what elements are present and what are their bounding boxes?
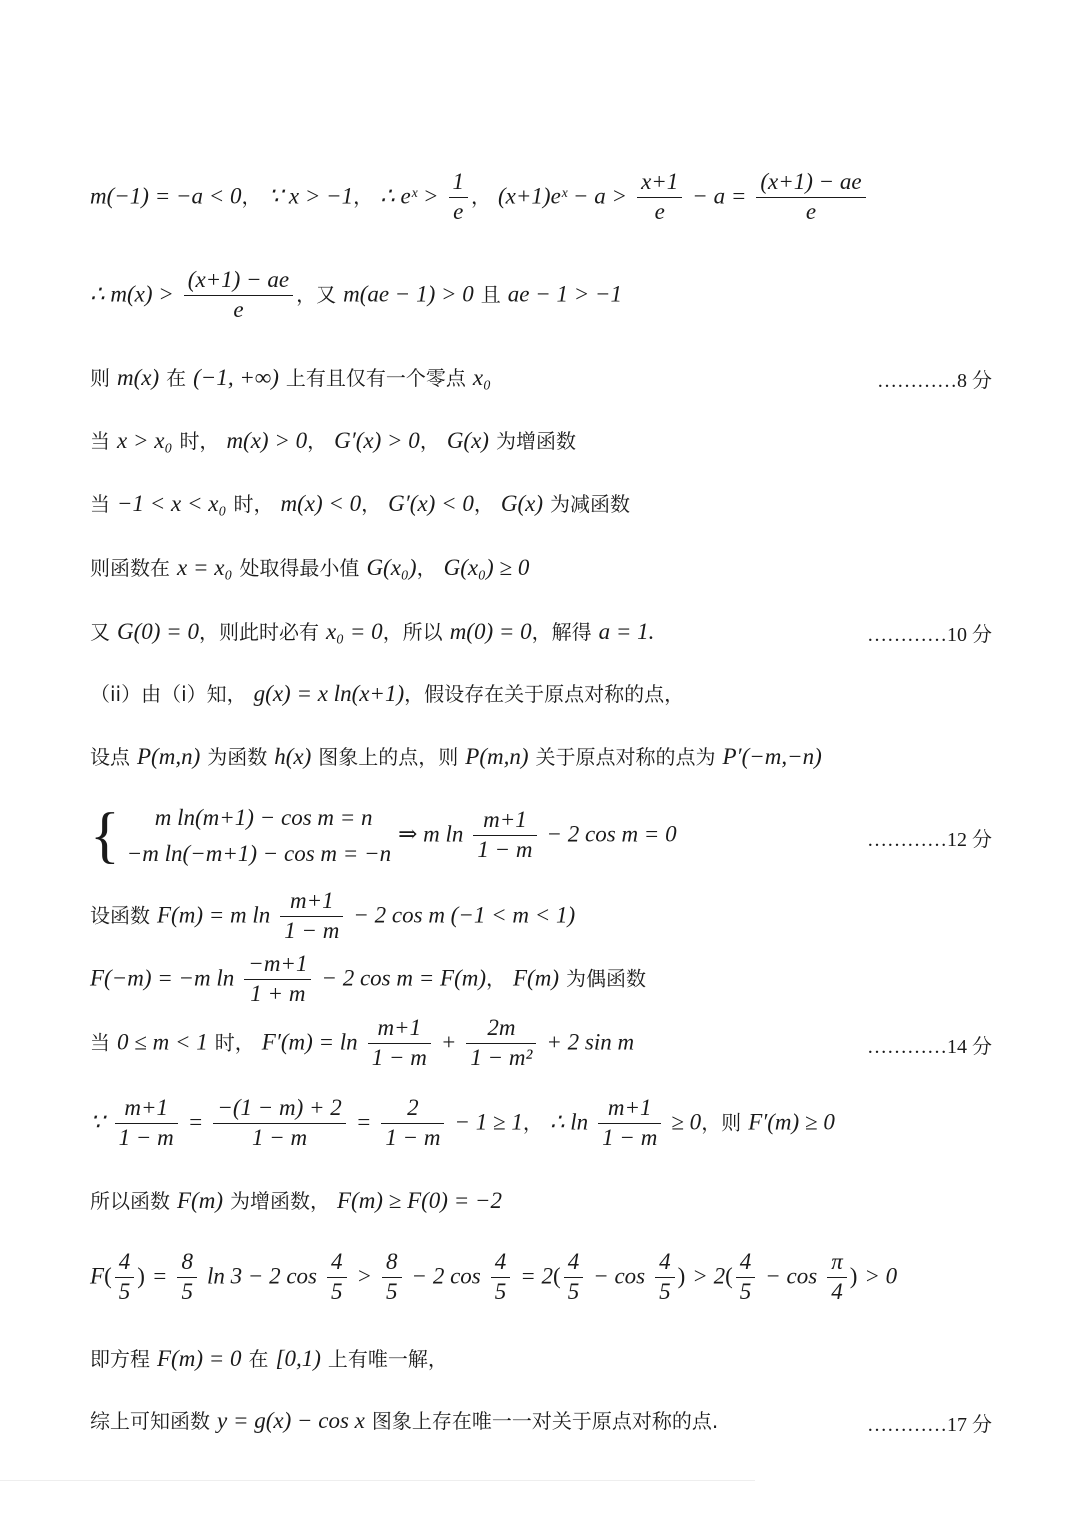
math-expr: − 2 cos (411, 1263, 481, 1289)
math-expr: ∴ eˣ > (380, 183, 439, 209)
fraction: $\frac{(x+1) - ae}{e}$ (184, 266, 293, 325)
solution-line-16: F( $\frac{4}{5}$ ) = $\frac{8}{5}$ ln 3 − 2 cos $\frac{4}{5}$ > $\frac{8}{5}$ − 2 cos $\frac{4}{5}$ = 2( $\frac{4}{5}$ − cos $\frac{4}{5}$ ) > 2( $\frac{4}{5}$ − cos $\frac{\pi}{4}$ ) > 0 (90, 1248, 990, 1307)
bottom-divider (0, 1480, 755, 1481)
fraction: $\frac{4}{5}$ (327, 1248, 347, 1307)
math-expr: > 2 (692, 1263, 726, 1289)
solution-line-3 (90, 362, 990, 391)
math-expr: F′(m) ≥ 0 (748, 1109, 835, 1135)
math-expr: ⇒ m ln (398, 821, 464, 847)
score-mark: …………14 分 (867, 1036, 992, 1058)
math-expr: y = g(x) − cos x (217, 1408, 365, 1433)
punct: ， (307, 429, 328, 453)
math-expr: P(m,n) (465, 744, 529, 769)
punct: ， (353, 184, 374, 209)
math-expr: m(x) < 0 (280, 491, 362, 516)
punct: ， (473, 492, 494, 516)
text: ，则此时必有 (198, 620, 319, 644)
score-mark: …………10 分 (867, 624, 992, 646)
solution-line-18 (90, 1405, 990, 1434)
math-expr: − cos (593, 1263, 646, 1289)
text: 又 (90, 620, 110, 644)
fraction: $\frac{-m+1}{1 + m}$ (244, 950, 311, 1009)
text: 所以函数 (90, 1189, 170, 1213)
math-expr: G(x) (446, 428, 489, 453)
math-expr: x₀ (472, 365, 492, 390)
math-expr: m(0) = 0 (449, 619, 532, 644)
text: ，所以 (382, 620, 443, 644)
punct: ， (471, 184, 492, 209)
fraction: $\frac{m+1}{1 - m}$ (368, 1014, 431, 1073)
math-expr: 0 ≤ m < 1 (117, 1029, 208, 1055)
math-expr: + (440, 1029, 457, 1055)
fraction: $\frac{1}{e}$ (449, 168, 469, 227)
text: 时， (233, 492, 274, 516)
math-expr: x > x₀ (117, 428, 173, 453)
text: 图象上的点，则 (318, 745, 459, 769)
math-expr: ∵ (90, 1109, 105, 1135)
punct: ， (419, 429, 440, 453)
fraction: $\frac{4}{5}$ (115, 1248, 135, 1307)
text: 在 (166, 366, 187, 390)
math-expr: ∴ ln (549, 1109, 589, 1135)
solution-line-8 (90, 678, 990, 707)
math-expr: ∵ x > −1 (268, 183, 354, 209)
math-expr: = (151, 1263, 168, 1289)
fraction: $\frac{8}{5}$ (177, 1248, 197, 1307)
math-expr: − 2 cos m = F(m) (321, 965, 486, 991)
solution-line-6 (90, 552, 990, 581)
math-expr: ln 3 − 2 cos (206, 1263, 318, 1289)
fraction: $\frac{m+1}{1 - m}$ (473, 806, 536, 865)
text: 为偶函数 (565, 966, 646, 991)
text: ，又 (296, 282, 337, 307)
solution-line-12 (90, 950, 990, 1009)
text: ，则 (701, 1110, 742, 1135)
solution-line-7 (90, 616, 990, 645)
math-expr: G′(x) < 0 (388, 491, 474, 516)
math-expr: g(x) = x ln(x+1) (253, 681, 405, 706)
math-expr: G(x₀) (366, 555, 417, 580)
math-expr: P(m,n) (137, 744, 201, 769)
math-expr: m(ae − 1) > 0 (343, 281, 474, 307)
solution-line-17 (90, 1343, 990, 1372)
equation-system: m ln(m+1) − cos m = n −m ln(−m+1) − cos m = −n (126, 805, 392, 866)
math-expr: F(m) (513, 965, 559, 991)
text: 设点 (90, 745, 130, 769)
math-expr: (−1, +∞) (193, 365, 279, 390)
fraction: $\frac{(x+1) - ae}{e}$ (756, 168, 865, 227)
fraction: $\frac{4}{5}$ (491, 1248, 511, 1307)
text: 则函数在 (90, 556, 170, 580)
score-mark: …………17 分 (867, 1414, 992, 1436)
punct: ， (522, 1110, 543, 1135)
math-expr: + 2 sin m (546, 1029, 635, 1055)
punct: ， (241, 184, 262, 209)
text: 设函数 (90, 903, 150, 928)
score-mark: …………8 分 (877, 370, 992, 392)
text: 关于原点对称的点为 (535, 745, 716, 769)
text: 上有且仅有一个零点 (285, 366, 466, 390)
math-expr: P′(−m,−n) (722, 744, 822, 769)
text: 为增函数， (229, 1189, 330, 1213)
math-expr: F(m) = 0 (157, 1346, 242, 1371)
math-expr: G(x) (500, 491, 543, 516)
text: ，假设存在关于原点对称的点， (404, 682, 685, 706)
fraction: $\frac{m+1}{1 - m}$ (280, 887, 343, 946)
fraction: $\frac{2}{1 - m}$ (381, 1094, 444, 1153)
text: 当 (90, 429, 110, 453)
math-expr: ae − 1 > −1 (507, 281, 623, 307)
text: 为减函数 (550, 492, 630, 516)
score-mark: …………12 分 (867, 829, 992, 851)
math-expr: F(m) ≥ F(0) = −2 (336, 1188, 502, 1213)
math-expr: −1 < x < x₀ (117, 491, 227, 516)
solution-line-11 (90, 887, 990, 946)
fraction: $\frac{m+1}{1 - m}$ (598, 1094, 661, 1153)
math-expr: x₀ = 0 (325, 619, 383, 644)
text: 时， (214, 1030, 255, 1055)
solution-line-2 (90, 266, 990, 325)
math-expr: G′(x) > 0 (334, 428, 420, 453)
math-expr: G(0) = 0 (117, 619, 199, 644)
fraction: $\frac{\pi}{4}$ (827, 1248, 847, 1307)
math-expr: > 0 (864, 1263, 898, 1289)
math-expr: ∴ m(x) > (90, 281, 174, 307)
solution-line-9 (90, 741, 990, 770)
math-expr: = 2 (520, 1263, 554, 1289)
math-expr: F(m) (177, 1188, 223, 1213)
fraction: $\frac{m+1}{1 - m}$ (115, 1094, 178, 1153)
text: 且 (480, 282, 501, 307)
text: 为增函数 (495, 429, 576, 453)
math-expr: ≥ 0 (671, 1109, 702, 1135)
math-expr: m(−1) = −a < 0 (90, 183, 242, 209)
punct: . (648, 619, 655, 644)
text: ，解得 (531, 620, 592, 644)
punct: ， (486, 966, 506, 991)
text: 时， (179, 429, 220, 453)
text: 则 (90, 366, 110, 390)
text: 在 (248, 1347, 269, 1371)
text: 处取得最小值 (239, 556, 360, 580)
math-expr: x = x₀ (177, 555, 233, 580)
math-expr: F′(m) = ln (261, 1029, 358, 1055)
solution-line-15 (90, 1185, 990, 1214)
fraction: $\frac{4}{5}$ (655, 1248, 675, 1307)
solution-line-13 (90, 1014, 990, 1073)
solution-line-14 (90, 1094, 990, 1153)
solution-line-4 (90, 425, 990, 454)
fraction: $\frac{4}{5}$ (736, 1248, 756, 1307)
fraction: $\frac{4}{5}$ (564, 1248, 584, 1307)
punct: ， (416, 556, 437, 580)
text: （ii）由（i）知， (90, 682, 247, 706)
text: 综上可知函数 (90, 1409, 210, 1433)
math-expr: − 2 cos m = 0 (546, 821, 677, 847)
math-expr: − a = (692, 183, 747, 209)
math-expr: = (187, 1109, 204, 1135)
fraction: $\frac{x+1}{e}$ (637, 168, 682, 227)
solution-line-1 (90, 168, 990, 227)
math-expr: F (90, 1263, 105, 1289)
text: 图象上存在唯一一对关于原点对称的点. (371, 1409, 719, 1433)
math-expr: G(x₀) ≥ 0 (443, 555, 530, 580)
math-expr: = (355, 1109, 372, 1135)
text: 为函数 (207, 745, 268, 769)
text: 上有唯一解， (327, 1347, 448, 1371)
solution-line-10 (90, 800, 990, 871)
math-expr: h(x) (274, 744, 312, 769)
math-expr: − cos (765, 1263, 818, 1289)
math-expr: (x+1)eˣ − a > (498, 183, 628, 209)
math-expr: F(m) = m ln (157, 902, 271, 928)
punct: ， (361, 492, 382, 516)
math-expr: F(−m) = −m ln (90, 965, 235, 991)
math-expr: [0,1) (275, 1346, 321, 1371)
fraction: $\frac{8}{5}$ (382, 1248, 402, 1307)
math-expr: a = 1 (598, 619, 649, 644)
fraction: $\frac{-(1 - m) + 2}{1 - m}$ (213, 1094, 346, 1153)
text: 当 (90, 1030, 110, 1055)
math-expr: − 2 cos m (−1 < m < 1) (353, 902, 576, 928)
text: 当 (90, 492, 110, 516)
fraction: $\frac{2m}{\text{1 − m²}}$ (466, 1014, 536, 1073)
solution-line-5 (90, 488, 990, 517)
math-expr: > (356, 1263, 373, 1289)
left-brace: { (90, 801, 120, 870)
math-expr: m(x) > 0 (226, 428, 308, 453)
text: 即方程 (90, 1347, 150, 1371)
math-expr: m(x) (117, 365, 160, 390)
math-expr: − 1 ≥ 1 (454, 1109, 523, 1135)
